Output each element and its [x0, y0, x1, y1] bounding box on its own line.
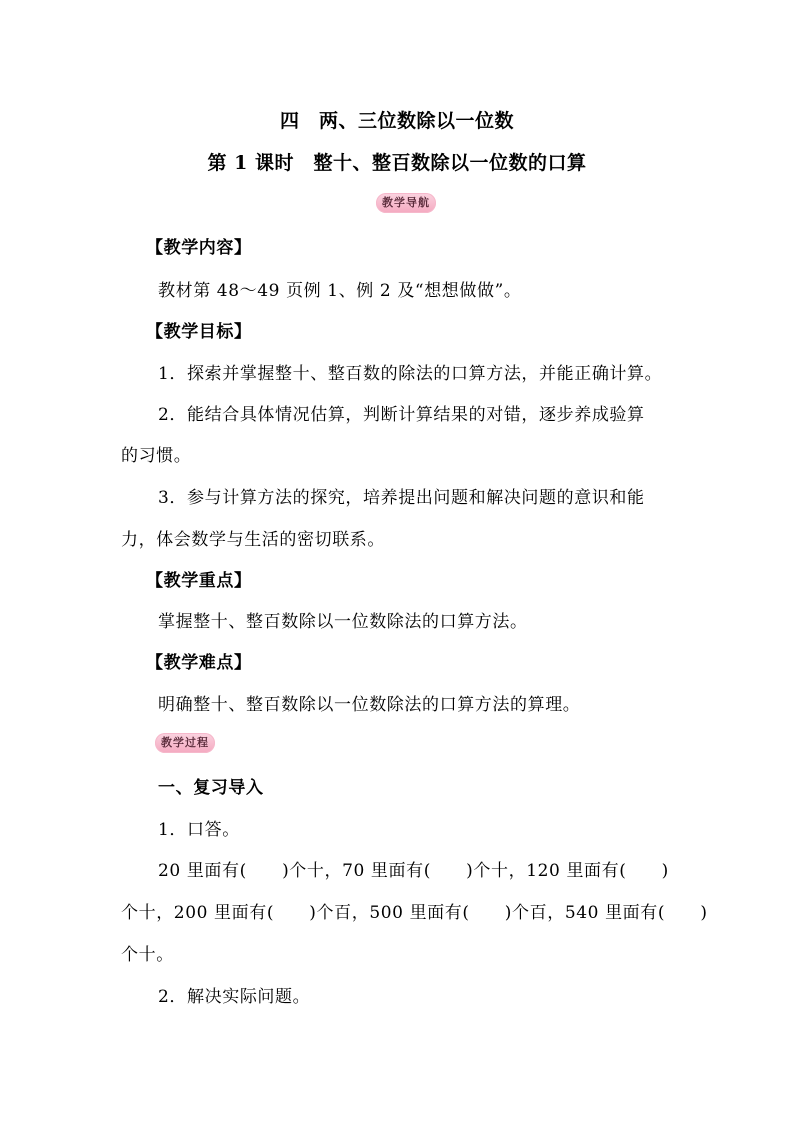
- heading-review-intro: 一、复习导入: [158, 778, 264, 798]
- teaching-key-text: 掌握整十、整百数除以一位数除法的口算方法。: [158, 612, 528, 632]
- oral-question-line-1: 20 里面有( )个十，70 里面有( )个十，120 里面有( ): [158, 861, 669, 881]
- oral-question-line-3: 个十。: [121, 945, 174, 965]
- badge-teaching-process: 教学过程: [155, 733, 215, 753]
- heading-teaching-difficulty: 【教学难点】: [146, 653, 252, 673]
- lesson-title: 第 1 课时 整十、整百数除以一位数的口算: [207, 152, 587, 174]
- badge-teaching-guide: 教学导航: [376, 193, 436, 213]
- goal-3-line-2: 力，体会数学与生活的密切联系。: [121, 530, 385, 550]
- heading-teaching-key: 【教学重点】: [146, 571, 252, 591]
- teaching-difficulty-text: 明确整十、整百数除以一位数除法的口算方法的算理。: [158, 695, 581, 715]
- goal-3-line-1: 3．参与计算方法的探究，培养提出问题和解决问题的意识和能: [158, 488, 645, 508]
- heading-teaching-content: 【教学内容】: [146, 238, 252, 258]
- item-oral-answer: 1．口答。: [158, 820, 240, 840]
- goal-1: 1．探索并掌握整十、整百数的除法的口算方法，并能正确计算。: [158, 364, 663, 384]
- goal-2-line-1: 2．能结合具体情况估算，判断计算结果的对错，逐步养成验算: [158, 405, 645, 425]
- chapter-title: 四 两、三位数除以一位数: [279, 110, 514, 132]
- heading-teaching-goals: 【教学目标】: [146, 322, 252, 342]
- oral-question-line-2: 个十，200 里面有( )个百，500 里面有( )个百，540 里面有( ): [121, 903, 708, 923]
- item-solve-problems: 2．解决实际问题。: [158, 987, 311, 1007]
- goal-2-line-2: 的习惯。: [121, 446, 192, 466]
- teaching-content-text: 教材第 48～49 页例 1、例 2 及“想想做做”。: [158, 281, 522, 301]
